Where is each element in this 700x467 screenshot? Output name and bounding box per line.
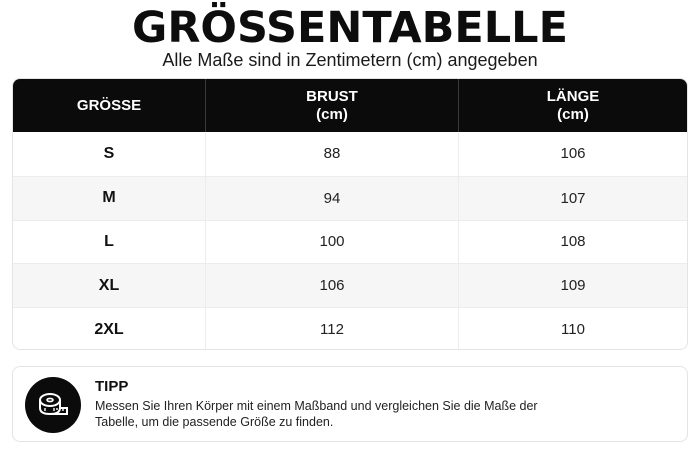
size-cell: M <box>102 189 116 207</box>
column-header-length <box>458 79 687 132</box>
table-row <box>13 176 687 220</box>
table-row <box>13 263 687 307</box>
size-cell: L <box>104 232 114 250</box>
table-header <box>13 79 687 132</box>
tip-text: Messen Sie Ihren Körper mit einem Maßband und vergleichen Sie die Maße der Tabelle, um die passende Größe zu finden. <box>95 399 538 429</box>
tip-title: TIPP <box>95 378 129 395</box>
length-cell: 107 <box>458 177 687 220</box>
table-row <box>13 132 687 176</box>
chest-cell: 112 <box>205 308 458 350</box>
column-header-chest <box>205 79 458 132</box>
size-cell: 2XL <box>94 320 124 338</box>
size-cell: XL <box>98 276 120 294</box>
column-header-size-label: GRÖSSE <box>76 96 142 114</box>
column-header-chest-unit: (cm) <box>316 105 348 123</box>
length-cell: 110 <box>458 308 687 350</box>
size-table <box>12 78 688 350</box>
column-header-chest-label: BRUST <box>306 87 358 105</box>
size-cell: S <box>103 144 115 162</box>
measuring-tape-icon <box>25 377 81 433</box>
chest-cell: 100 <box>205 221 458 264</box>
column-header-length-unit: (cm) <box>557 105 589 123</box>
column-header-length-label: LÄNGE <box>546 87 600 105</box>
chest-cell: 88 <box>205 132 458 176</box>
length-cell: 109 <box>458 264 687 307</box>
chest-cell: 106 <box>205 264 458 307</box>
table-row <box>13 220 687 264</box>
table-body <box>13 132 687 350</box>
length-cell: 108 <box>458 221 687 264</box>
table-row <box>13 307 687 350</box>
column-header-size <box>13 79 205 132</box>
page-subtitle: Alle Maße sind in Zentimetern (cm) angegeben <box>162 50 538 70</box>
page-title: GRÖSSENTABELLE <box>132 3 568 53</box>
tip-box <box>12 366 688 442</box>
chest-cell: 94 <box>205 177 458 220</box>
length-cell: 106 <box>458 132 687 176</box>
